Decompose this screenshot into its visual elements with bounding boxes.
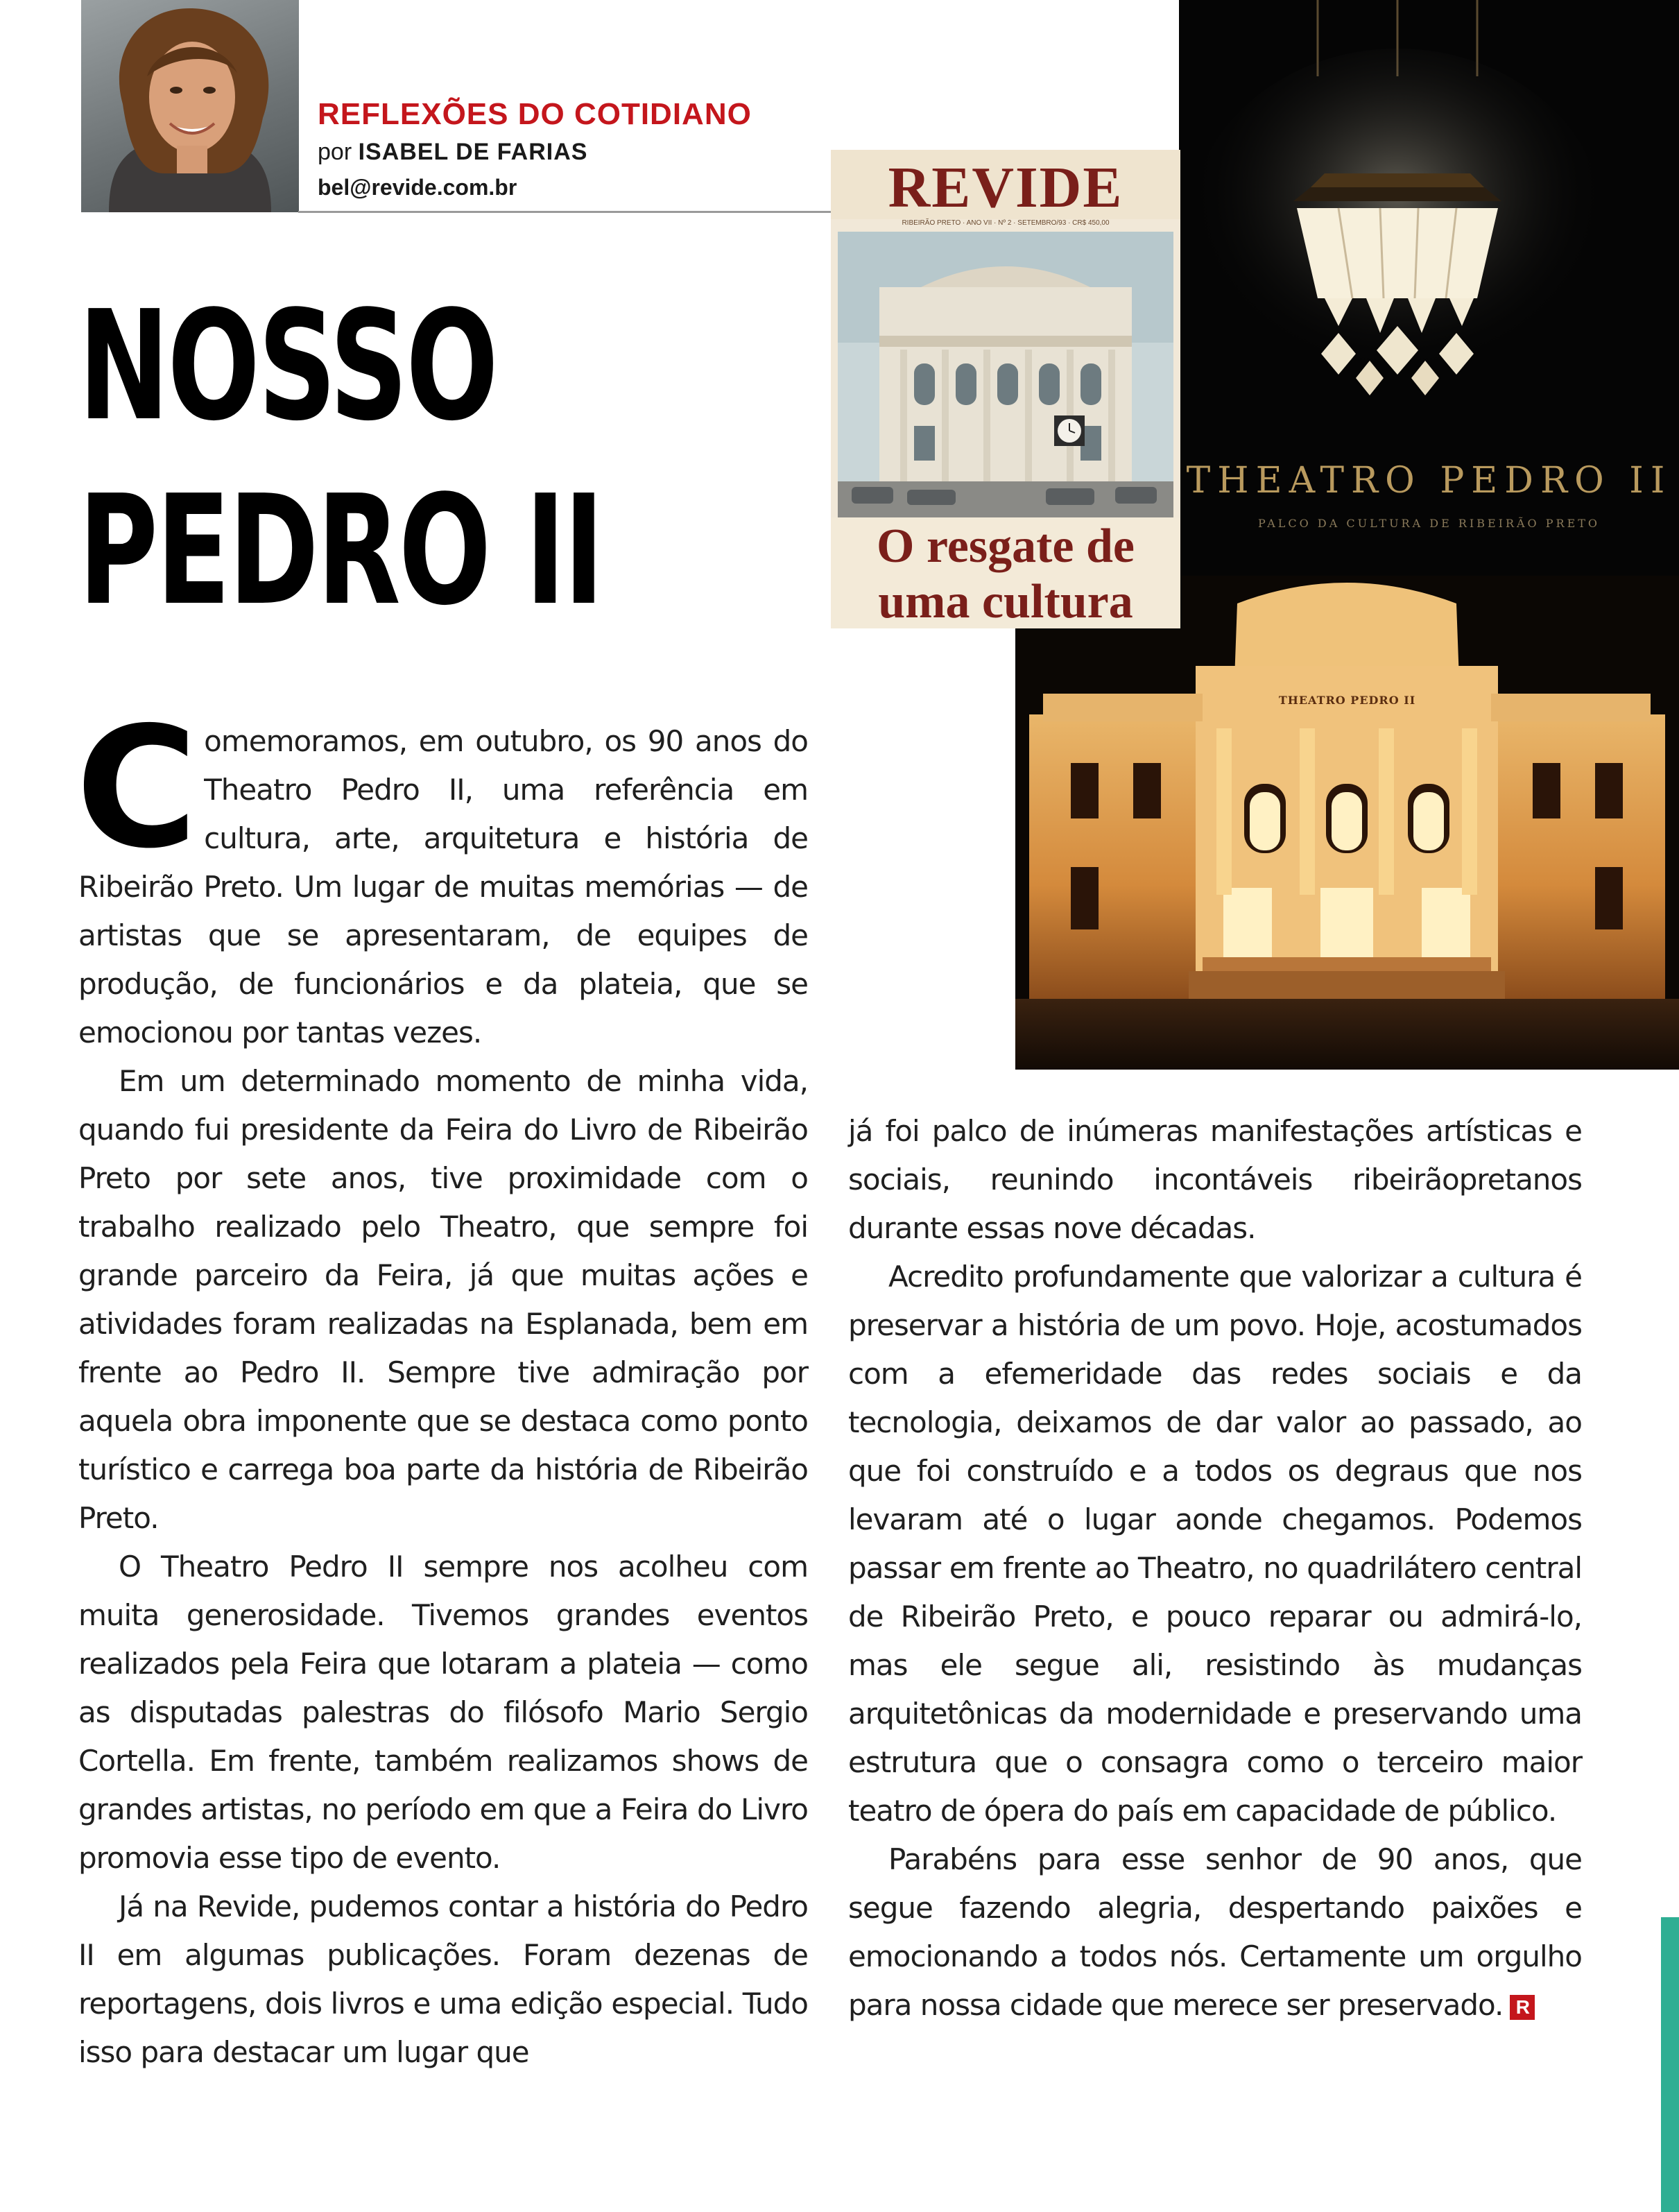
headline-line-2: PEDRO II (78, 463, 603, 639)
paragraph-6-text: Parabéns para esse senhor de 90 anos, que segue fazendo alegria, despertando paixões e emocionando a todos nós. Certamente um orgulho para nossa cidade que merece ser preservado. (848, 1842, 1582, 2022)
paragraph-4-start: Já na Revide, pudemos contar a história do Pedro II em algumas publicações. Foram dezenas de reportagens, dois livros e uma edição especial. Tudo isso para destacar um lugar que (78, 1889, 808, 2069)
paragraph-5: Acredito profundamente que valorizar a cultura é preservar a história de um povo. Hoje, acostumados com a efemeridade das redes sociais e da tecnologia, deixamos de dar valor ao passado, ao que foi construído e a todos os degraus que nos levaram até o lugar aonde chegamos. Podemos passar em frente ao Theatro, no quadrilátero central de Ribeirão Preto, e pouco reparar ou admirá-lo, mas ele segue ali, resistindo às mudanças arquitetônicas da modernidade e preservando uma estrutura que o consagra como o terceiro maior teatro de ópera do país em capacidade de público. (848, 1260, 1582, 1828)
paragraph-1-text: omemoramos, em outubro, os 90 anos do Theatro Pedro II, uma referência em cultura, arte, arquitetura e história de Ribeirão Preto. Um lugar de muitas memórias — de artistas que se apresentaram, de equipes de produção, de funcionários e da plateia, que se emocionou por tantas vezes. (78, 724, 808, 1049)
byline-prefix: por (318, 139, 352, 165)
book-title: THEATRO PEDRO II (1186, 460, 1672, 501)
facade-sign: THEATRO PEDRO II (1278, 694, 1416, 707)
cover-headline-line-2: uma cultura (878, 575, 1133, 628)
chandelier-book-photo (1179, 0, 1679, 576)
paragraph-4-end: já foi palco de inúmeras manifestações artísticas e sociais, reunindo incontáveis ribeirãopretanos durante essas nove décadas. (848, 1114, 1582, 1245)
theatre-facade-night-photo (1015, 576, 1679, 1070)
end-mark-icon: R (1510, 1995, 1535, 2020)
clock-icon (1054, 415, 1085, 446)
column-title: REFLEXÕES DO COTIDIANO (318, 97, 752, 131)
article-column-right (848, 1107, 1582, 2030)
paragraph-3: O Theatro Pedro II sempre nos acolheu com muita generosidade. Tivemos grandes eventos realizados pela Feira que lotaram a plateia — como as disputadas palestras do filósofo Mario Sergio Cortella. Em frente, também realizamos shows de grandes artistas, no período em que a Feira do Livro promovia esse tipo de evento. (78, 1550, 808, 1875)
article-column-left (76, 691, 808, 2077)
cover-dateline: RIBEIRÃO PRETO · ANO VII · Nº 2 · SETEMBRO/93 · CR$ 450,00 (902, 219, 1110, 227)
author-photo (81, 0, 299, 212)
paragraph-2: Em um determinado momento de minha vida, quando fui presidente da Feira do Livro de Ribeirão Preto por sete anos, tive proximidade com o trabalho realizado pelo Theatro, que sempre foi grande parceiro da Feira, já que muitas ações e atividades foram realizadas na Esplanada, bem em frente ao Pedro II. Sempre tive admiração por aquela obra imponente que se destaca como ponto turístico e carrega boa parte da história de Ribeirão Preto. (78, 1064, 808, 1535)
cover-headline-line-1: O resgate de (877, 520, 1135, 573)
author-name: ISABEL DE FARIAS (358, 139, 588, 165)
headline (78, 275, 603, 644)
cover-masthead: REVIDE (888, 155, 1123, 220)
drop-cap: C (76, 691, 198, 885)
byline (318, 139, 587, 166)
paragraph-1 (76, 691, 808, 1057)
header-divider (298, 211, 832, 213)
headline-line-1: NOSSO (78, 279, 497, 454)
revide-magazine-cover (831, 150, 1180, 628)
paragraph-6 (848, 1835, 1582, 2030)
author-email[interactable]: bel@revide.com.br (318, 175, 517, 200)
book-subtitle: PALCO DA CULTURA DE RIBEIRÃO PRETO (1257, 517, 1601, 530)
cover-headline (831, 519, 1180, 628)
page-accent-bar (1661, 1917, 1679, 2212)
